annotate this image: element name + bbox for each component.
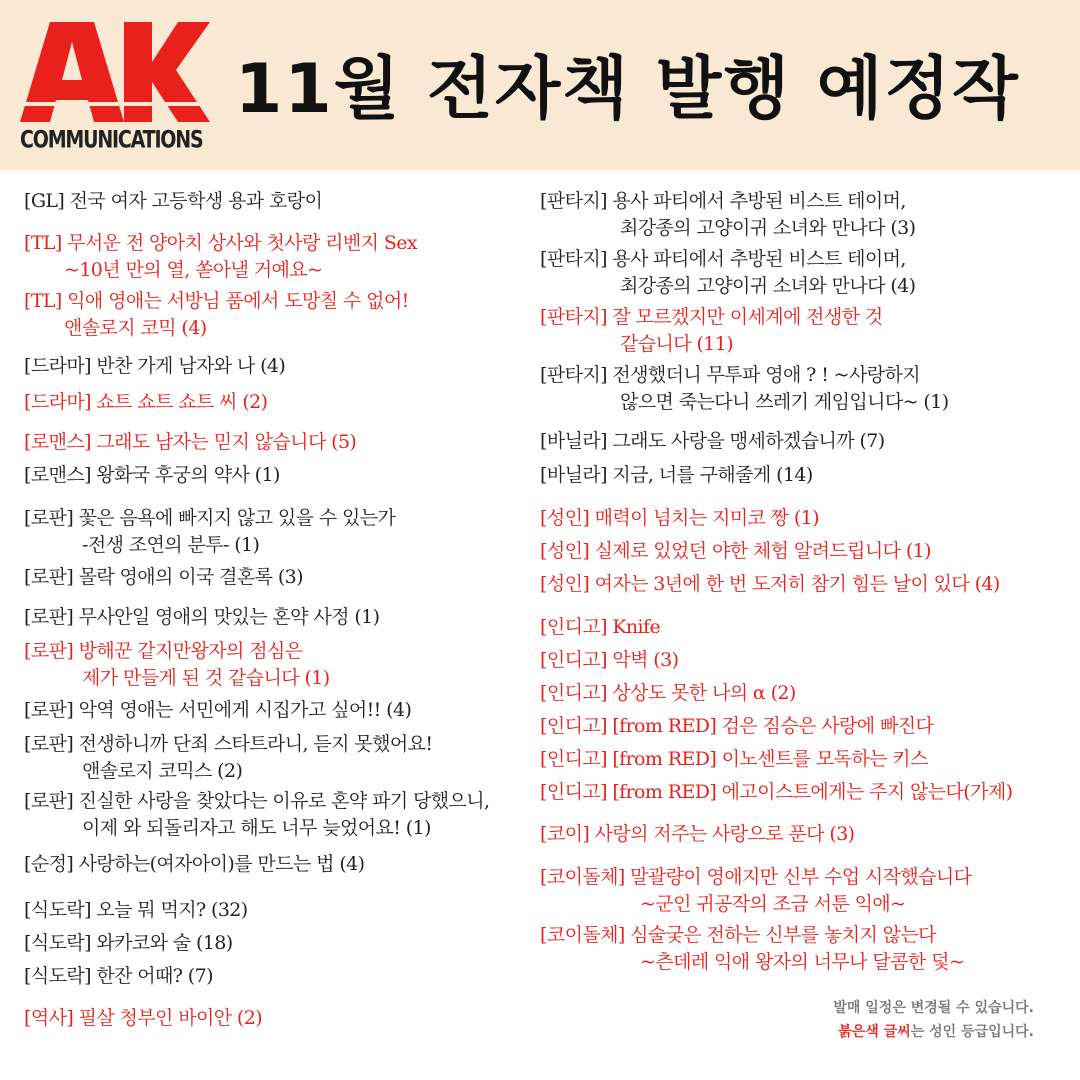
left-item [24,429,356,456]
left-item-title: [식도락] 오늘 뭐 먹지? (32) [24,899,248,921]
right-item-subtitle: 같습니다 (11) [620,333,734,355]
left-item [24,851,364,878]
left-item-title: [로판] 무사안일 영애의 맛있는 혼약 사정 (1) [24,606,380,628]
right-item [540,304,883,358]
right-item-subtitle: 않으면 죽는다니 쓰레기 게임입니다~ (1) [620,391,949,413]
ak-logo [20,22,210,154]
note-red-text: 붉은색 글씨 [838,1024,911,1040]
header-banner [0,0,1080,170]
right-item-subtitle: ~군인 귀공작의 조금 서툰 익애~ [640,893,906,915]
left-item [24,188,322,215]
left-item-title: [로판] 꽃은 음욕에 빠지지 않고 있을 수 있는가 [24,507,396,529]
left-item-title: [TL] 무서운 전 양아치 상사와 첫사랑 리벤지 Sex [24,232,418,254]
right-item-title: [인디고] [from RED] 에고이스트에게는 주지 않는다(가제) [540,781,1013,803]
right-item-title: [코이돌체] 말괄량이 영애지만 신부 수업 시작했습니다 [540,866,972,888]
left-item-title: [드라마] 쇼트 쇼트 쇼트 씨 (2) [24,391,268,413]
right-item-title: [판타지] 용사 파티에서 추방된 비스트 테이머, [540,248,906,270]
ak-logo-mark [20,22,210,122]
left-item [24,462,280,489]
right-item-title: [판타지] 잘 모르겠지만 이세계에 전생한 것 [540,306,883,328]
left-item-title: [식도락] 한잔 어때? (7) [24,965,213,987]
left-item-subtitle: 제가 만들게 된 것 같습니다 (1) [82,667,330,689]
right-item-title: [인디고] [from RED] 검은 짐승은 사랑에 빠진다 [540,715,934,737]
right-item-subtitle: ~츤데레 익애 왕자의 너무나 달콤한 덫~ [640,951,965,973]
left-item-title: [로판] 몰락 영애의 이국 결혼록 (3) [24,566,303,588]
left-item [24,353,285,380]
right-item [540,428,885,455]
left-item-subtitle: ~10년 만의 열, 쏟아낼 거예요~ [64,259,323,281]
right-item [540,647,678,674]
right-item-title: [판타지] 용사 파티에서 추방된 비스트 테이머, [540,190,906,212]
left-item-title: [로판] 진실한 사랑을 찾았다는 이유로 혼약 파기 당했으니, [24,790,490,812]
left-item [24,604,379,631]
left-item [24,897,248,924]
right-item-title: [인디고] [from RED] 이노센트를 모독하는 키스 [540,748,928,770]
note-line-1: 발매 일정은 변경될 수 있습니다. [833,1000,1034,1016]
right-item [540,614,660,641]
right-item [540,864,971,918]
left-item [24,288,409,342]
left-item [24,389,267,416]
left-item-title: [로맨스] 왕화국 후궁의 약사 (1) [24,464,280,486]
right-item-title: [성인] 실제로 있었던 야한 체험 알려드립니다 (1) [540,540,931,562]
left-item-title: [역사] 필살 청부인 바이안 (2) [24,1007,263,1029]
left-item-title: [순정] 사랑하는(여자아이)를 만드는 법 (4) [24,853,365,875]
note-rest-text: 는 성인 등급입니다. [910,1024,1034,1040]
right-item [540,362,949,416]
page-title: 11월 전자책 발행 예정작 [235,50,1020,129]
right-item-subtitle: 최강종의 고양이귀 소녀와 만나다 (4) [620,275,916,297]
right-item-title: [코이] 사랑의 저주는 사랑으로 푼다 (3) [540,823,855,845]
right-item-title: [인디고] Knife [540,616,661,638]
right-item [540,188,915,242]
right-item-title: [성인] 매력이 넘치는 지미코 짱 (1) [540,507,819,529]
left-item [24,963,213,990]
left-item-title: [로판] 방해꾼 같지만왕자의 점심은 [24,640,303,662]
right-item [540,505,819,532]
left-item-title: [드라마] 반찬 가게 남자와 나 (4) [24,355,286,377]
right-item-title: [성인] 여자는 3년에 한 번 도저히 참기 힘든 날이 있다 (4) [540,573,1000,595]
left-item-subtitle: 앤솔로지 코믹 (4) [64,317,207,339]
right-item-title: [인디고] 상상도 못한 나의 α (2) [540,682,796,704]
footer-note [833,996,1034,1044]
left-item-subtitle: 앤솔로지 코믹스 (2) [82,760,243,782]
right-item-title: [판타지] 전생했더니 무투파 영애 ? ! ~사랑하지 [540,364,921,386]
left-item [24,930,233,957]
right-item-subtitle: 최강종의 고양이귀 소녀와 만나다 (3) [620,217,916,239]
left-item-title: [로판] 악역 영애는 서민에게 시집가고 싶어!! (4) [24,699,412,721]
left-item [24,1005,262,1032]
logo-subtitle: COMMUNICATIONS [20,126,203,154]
right-item-title: [바닐라] 그래도 사랑을 맹세하겠습니까 (7) [540,430,885,452]
left-item-title: [로판] 전생하니까 단죄 스타트라니, 듣지 못했어요! [24,733,433,755]
left-item [24,505,395,559]
note-line-2 [833,1020,1034,1044]
right-item [540,821,855,848]
left-item [24,788,490,842]
right-item [540,462,813,489]
right-item [540,779,1012,806]
right-item [540,246,915,300]
left-item [24,564,303,591]
left-item [24,697,411,724]
left-item-title: [GL] 전국 여자 고등학생 용과 호랑이 [24,190,323,212]
right-item-title: [코이돌체] 심술궂은 전하는 신부를 놓치지 않는다 [540,924,936,946]
left-item-title: [TL] 익애 영애는 서방님 품에서 도망칠 수 없어! [24,290,409,312]
right-item [540,922,964,976]
left-item [24,230,417,284]
right-item [540,746,928,773]
right-item-title: [바닐라] 지금, 너를 구해줄게 (14) [540,464,813,486]
left-item [24,638,330,692]
right-item [540,713,933,740]
left-item-title: [로맨스] 그래도 남자는 믿지 않습니다 (5) [24,431,357,453]
right-item [540,680,796,707]
right-item-title: [인디고] 악벽 (3) [540,649,679,671]
left-item [24,731,432,785]
right-item [540,571,1000,598]
left-item-subtitle: 이제 와 되돌리자고 해도 너무 늦었어요! (1) [82,817,431,839]
right-item [540,538,931,565]
left-item-subtitle: -전생 조연의 분투- (1) [82,534,260,556]
left-item-title: [식도락] 와카코와 술 (18) [24,932,233,954]
